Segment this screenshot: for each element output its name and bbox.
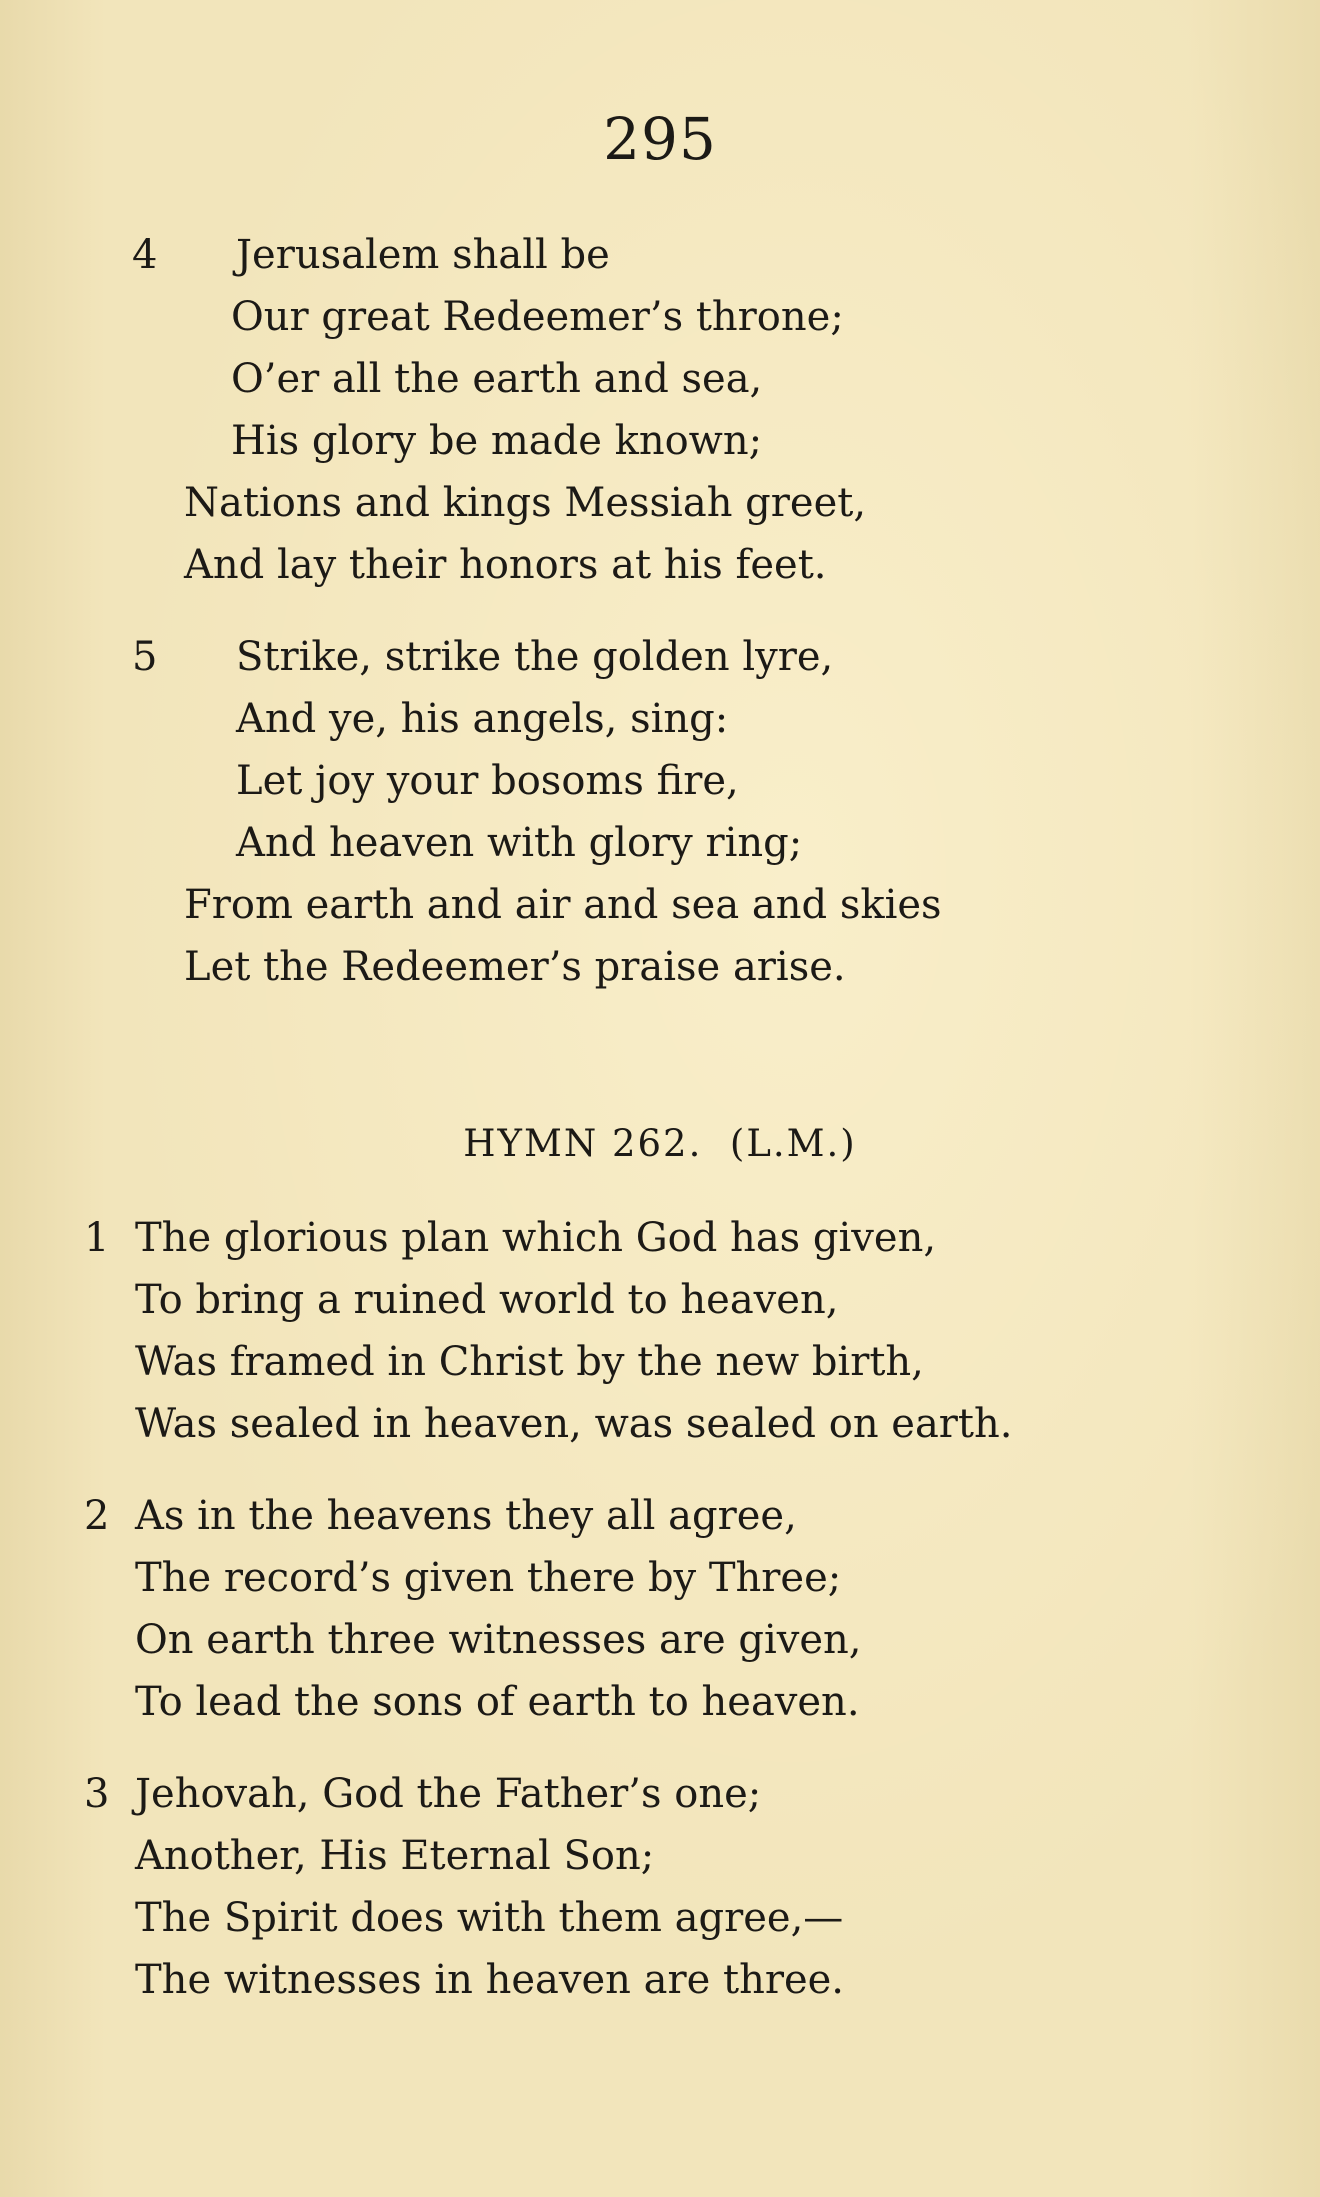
hymn-number: HYMN 262. xyxy=(463,1122,703,1165)
stanza-number: 3 xyxy=(84,1771,110,1817)
stanza-line: Our great Redeemer’s throne; xyxy=(231,294,844,340)
stanza-line: Let joy your bosoms fire, xyxy=(236,758,739,804)
stanza-line: Was framed in Christ by the new birth, xyxy=(135,1339,924,1385)
stanza-line: The witnesses in heaven are three. xyxy=(135,1957,845,2003)
stanza-line: Let the Redeemer’s praise arise. xyxy=(184,944,846,990)
page-number: 295 xyxy=(603,105,717,173)
stanza-line: And lay their honors at his feet. xyxy=(184,542,827,588)
stanza-number: 5 xyxy=(132,634,158,680)
stanza-line: The glorious plan which God has given, xyxy=(135,1215,937,1261)
stanza-line: The record’s given there by Three; xyxy=(135,1555,842,1601)
stanza-line: On earth three witnesses are given, xyxy=(135,1617,862,1663)
stanza-line: Strike, strike the golden lyre, xyxy=(236,634,834,680)
stanza-line: And ye, his angels, sing: xyxy=(236,696,729,742)
hymn-meter: (L.M.) xyxy=(729,1122,857,1165)
stanza-line: Was sealed in heaven, was sealed on earth. xyxy=(135,1401,1013,1447)
hymn-title xyxy=(0,1114,1320,1174)
stanza-line: Another, His Eternal Son; xyxy=(135,1833,655,1879)
stanza-line: O’er all the earth and sea, xyxy=(231,356,763,402)
stanza-line: His glory be made known; xyxy=(231,418,763,464)
stanza-line: The Spirit does with them agree,— xyxy=(135,1895,844,1941)
stanza-line: Nations and kings Messiah greet, xyxy=(184,480,867,526)
stanza-line: To lead the sons of earth to heaven. xyxy=(135,1679,860,1725)
stanza-line: Jehovah, God the Father’s one; xyxy=(135,1771,762,1817)
stanza-line: As in the heavens they all agree, xyxy=(135,1493,797,1539)
stanza-number: 2 xyxy=(84,1493,110,1539)
stanza-line: Jerusalem shall be xyxy=(236,232,610,278)
stanza-number: 4 xyxy=(132,232,158,278)
stanza-line: To bring a ruined world to heaven, xyxy=(135,1277,839,1323)
stanza-number: 1 xyxy=(84,1215,110,1261)
stanza-line: And heaven with glory ring; xyxy=(236,820,803,866)
stanza-line: From earth and air and sea and skies xyxy=(184,882,942,928)
